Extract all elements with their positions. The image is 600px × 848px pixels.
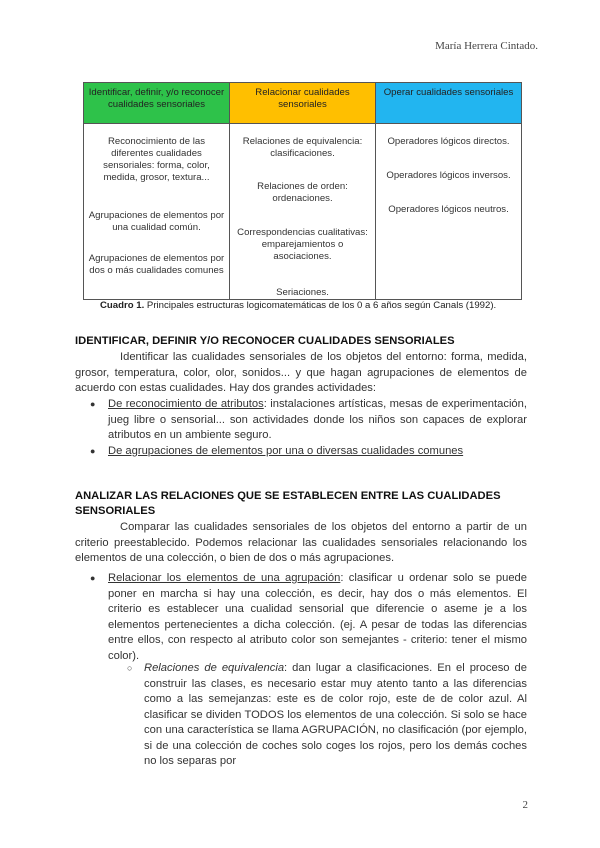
table-body-row	[84, 124, 522, 300]
column-header-relate: Relacionar cualidades sensoriales	[230, 83, 376, 124]
structures-table	[83, 82, 522, 300]
bullet-dot-icon: ●	[90, 399, 96, 409]
section-heading-relations: ANALIZAR LAS RELACIONES QUE SE ESTABLECEN ENTRE LAS CUALIDADES SENSORIALES	[75, 490, 501, 517]
table-item: Operadores lógicos inversos.	[386, 170, 511, 181]
hollow-bullet-icon: ○	[127, 663, 133, 673]
table-item: Operadores lógicos directos.	[387, 136, 510, 147]
list-item-text: : clasificar u ordenar solo se puede poner en marcha si hay una colección, es decir, hay dos o más elementos. El criterio es establecer una cualidad sensorial que diferencie o aseme je a los elementos pertenecientes a dicha colección. (ej. A pesar de todas las diferencias entre ellos, con respecto al atributo color son semejantes - criterio: tener el mismo color).	[108, 572, 527, 662]
bullet-dot-icon: ●	[90, 573, 96, 583]
sub-list-item-title: Relaciones de equivalencia	[144, 662, 285, 674]
table-header-row	[84, 83, 522, 124]
table-item: Agrupaciones de elementos por dos o más cualidades comunes	[88, 253, 225, 276]
list-item-title: De agrupaciones de elementos por una o diversas cualidades comunes	[108, 445, 464, 457]
table-item: Seriaciones.	[276, 287, 329, 298]
table-cell-relate	[230, 124, 376, 300]
list-item	[90, 444, 527, 460]
list-item-text: : instalaciones artísticas, mesas de experimentación, jueg libre o sensorial... son actividades donde los niños son capaces de explorar atributos en un ambiente seguro.	[108, 398, 527, 441]
section-paragraph-relations: Comparar las cualidades sensoriales de los objetos del entorno a partir de un criterio preestablecido. Podemos relacionar las cualidades sensoriales relacionando los elementos de una colección, o bien de dos o más agrupaciones.	[75, 521, 527, 564]
sub-list-item	[127, 661, 527, 770]
column-header-operate: Operar cualidades sensoriales	[376, 83, 522, 124]
table-cell-operate	[376, 124, 522, 300]
caption-text: Principales estructuras logicomatemáticas de los 0 a 6 años según Canals (1992).	[144, 300, 497, 311]
table-item: Reconocimiento de las diferentes cualidades sensoriales: forma, color, medida, grosor, textura...	[103, 136, 210, 183]
table-caption	[100, 300, 496, 311]
bullet-dot-icon: ●	[90, 446, 96, 456]
caption-label: Cuadro 1.	[100, 300, 145, 311]
section-paragraph-identify: Identificar las cualidades sensoriales de los objetos del entorno: forma, medida, grosor, temperatura, color, olor, sonidos... y que hagan agrupaciones de elementos de acuerdo con estas cualidades. Hay dos grandes actividades:	[75, 351, 527, 394]
table-item: Relaciones de equivalencia: clasificaciones.	[242, 136, 363, 159]
table-item: Correspondencias cualitativas: emparejamientos o asociaciones.	[237, 227, 368, 262]
list-item	[90, 397, 527, 444]
sub-list-item-text: : dan lugar a clasificaciones. En el proceso de construir las clases, es necesario estar muy atento tanto a las diferencias como a las semejanzas: este es de color rojo, este de de color azul. Al clasificar se dividen TODOS los elementos de una colección. Si solo se hace con una característica se llama AGRUPACIÓN, no clasificación (por ejemplo, si de una colección de coches solo coges los rojos, pero los demás coches no los separas por	[144, 662, 527, 767]
column-header-identify: Identificar, definir, y/o reconocer cualidades sensoriales	[84, 83, 230, 124]
list-item	[90, 571, 527, 664]
list-item-title: Relacionar los elementos de una agrupación	[108, 572, 341, 584]
table-item: Relaciones de orden: ordenaciones.	[257, 181, 348, 204]
section-heading-identify: IDENTIFICAR, DEFINIR Y/O RECONOCER CUALIDADES SENSORIALES	[75, 335, 455, 347]
table-item: Agrupaciones de elementos por una cualidad común.	[88, 210, 225, 233]
table-cell-identify	[84, 124, 230, 300]
author-name: María Herrera Cintado.	[435, 40, 538, 52]
list-item-title: De reconocimiento de atributos	[108, 398, 264, 410]
table-item: Operadores lógicos neutros.	[388, 204, 509, 215]
page-number: 2	[522, 799, 528, 811]
